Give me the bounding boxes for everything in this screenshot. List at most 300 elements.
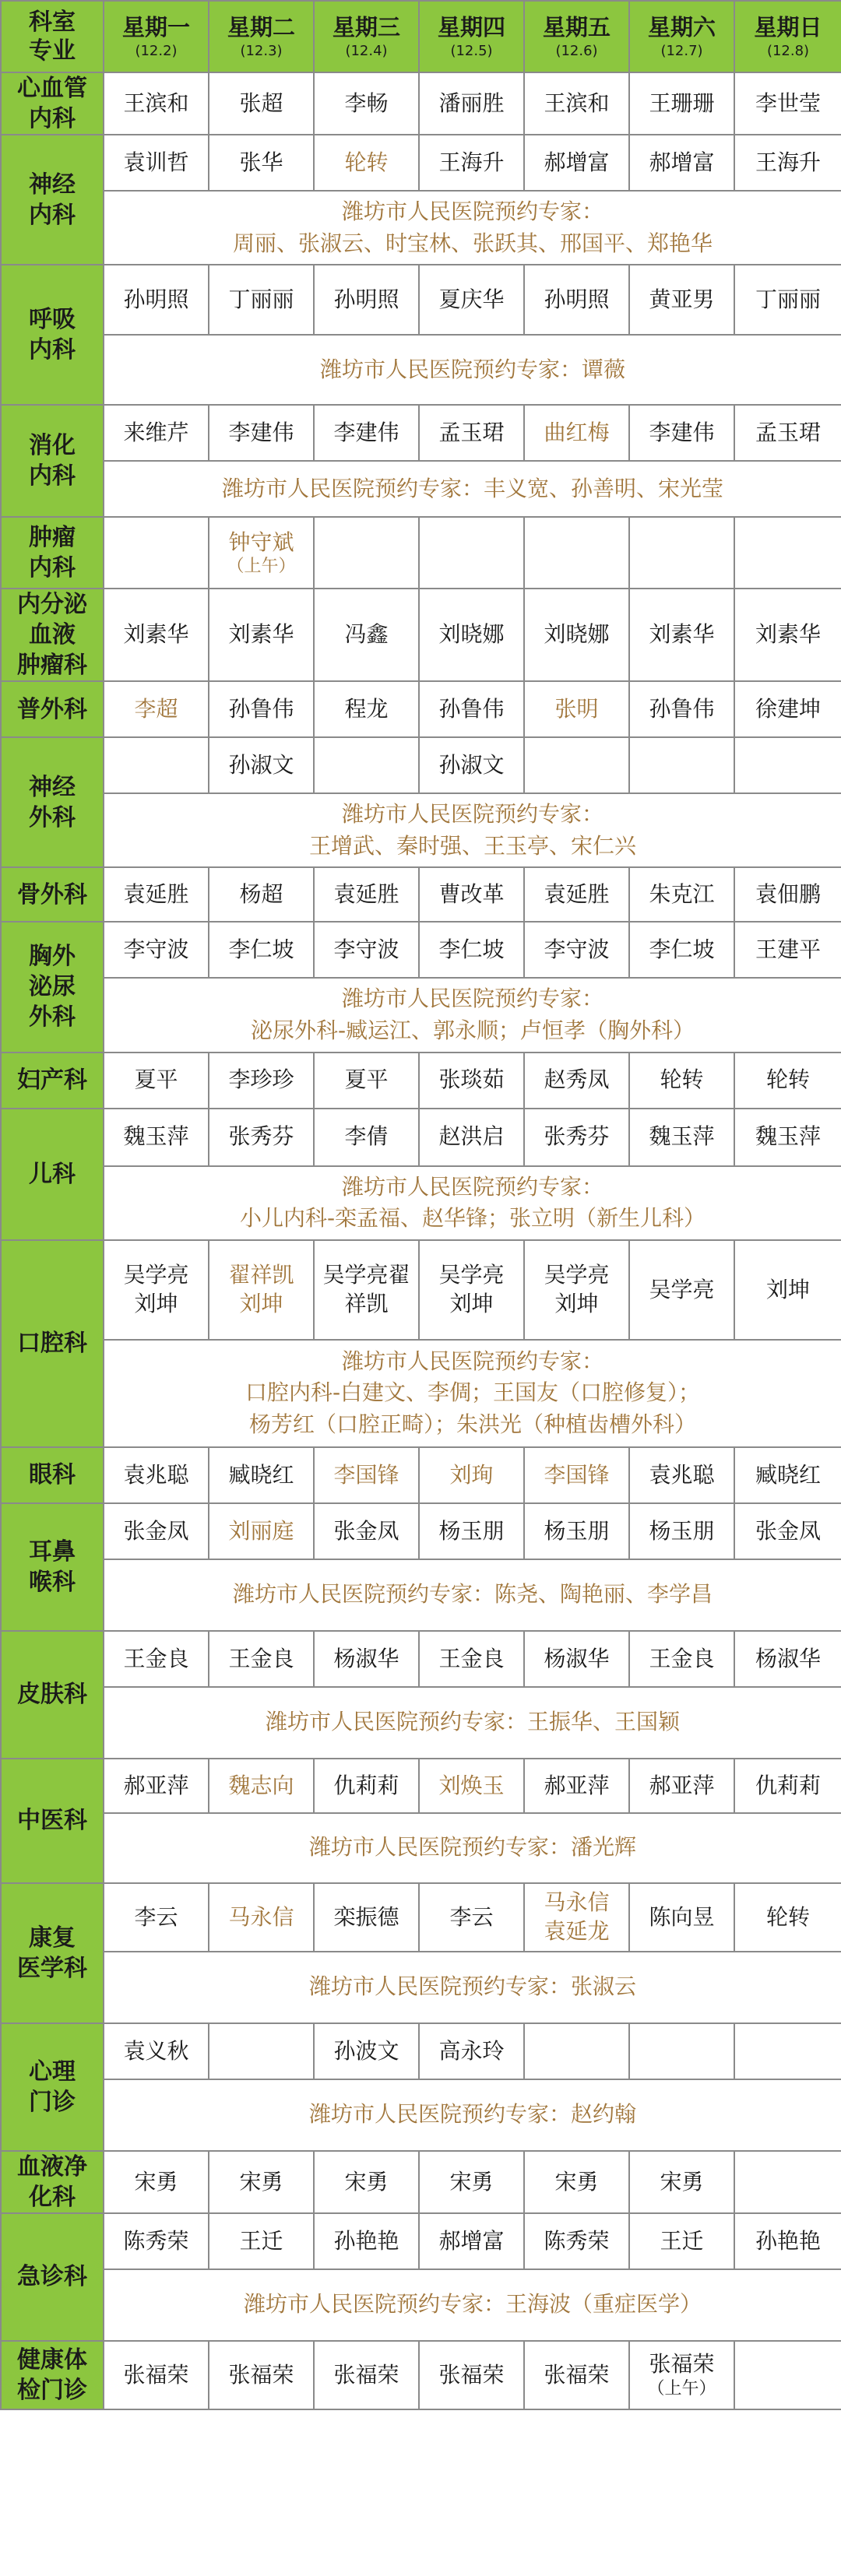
doctor-name: 袁训哲 [123,149,189,175]
doctor-cell [314,867,419,922]
doctor-name: 孙淑文 [438,751,505,778]
doctor-cell [314,589,419,681]
doctor-name: 李珍珍 [228,1067,294,1093]
schedule-row [1,405,841,461]
doctor-cell [104,2213,209,2269]
doctor-name: 王金良 [123,1645,189,1671]
doctor-cell [209,1503,314,1559]
doctor-cell [524,681,629,737]
doctor-cell [314,737,419,793]
day-label: 星期六 [647,14,716,41]
doctor-cell [524,72,629,135]
doctor-cell [629,135,734,191]
doctor-cell [209,1631,314,1687]
doctor-cell [524,135,629,191]
doctor-name: 孙淑文 [228,751,294,778]
doctor-name: 张金凤 [123,1517,189,1544]
doctor-name: 轮转 [765,1903,810,1930]
doctor-name: 张福荣 [438,2361,505,2388]
doctor-name: 刘丽庭 [228,1517,294,1544]
doctor-name: 李超 [134,695,178,722]
expert-appointment-note: 潍坊市人民医院预约专家： 王增武、秦时强、王玉亭、宋仁兴 [104,793,841,867]
day-date: (12.2) [135,43,178,60]
doctor-cell [629,2341,734,2409]
doctor-name: 李云 [449,1903,494,1930]
doctor-name: 刘素华 [755,621,821,648]
doctor-cell [419,1447,524,1503]
day-date: (12.5) [450,43,493,60]
doctor-name: 刘坤 [765,1276,810,1302]
doctor-cell [104,1631,209,1687]
doctor-cell [734,135,841,191]
doctor-cell [419,135,524,191]
doctor-cell [104,1883,209,1952]
expert-row [1,1952,841,2023]
doctor-name: 王金良 [438,1645,505,1671]
doctor-name: 魏玉萍 [649,1123,715,1150]
doctor-name: 刘珣 [449,1461,494,1488]
doctor-name: 张超 [239,90,283,116]
department-name: 康复 医学科 [1,1883,104,2023]
doctor-name: 李建伟 [333,419,399,445]
doctor-cell [209,405,314,461]
day-header [524,1,629,72]
expert-row [1,335,841,405]
doctor-name: 马永信 袁延龙 [544,1889,610,1944]
doctor-cell [419,265,524,335]
department-name: 内分泌 血液 肿瘤科 [1,589,104,681]
doctor-name: 郝亚萍 [123,1772,189,1798]
doctor-name: 仇莉莉 [333,1772,399,1798]
department-name: 健康体 检门诊 [1,2341,104,2409]
doctor-cell [209,1240,314,1340]
doctor-name: 王金良 [649,1645,715,1671]
department-name: 普外科 [1,681,104,737]
department-name: 眼科 [1,1447,104,1503]
doctor-cell [104,1447,209,1503]
doctor-cell [734,1503,841,1559]
expert-appointment-note: 潍坊市人民医院预约专家： 泌尿外科-臧运江、郭永顺；卢恒孝（胸外科） [104,978,841,1052]
doctor-cell [629,1109,734,1166]
doctor-cell [314,2213,419,2269]
doctor-name: 夏庆华 [438,286,505,312]
doctor-cell [104,2151,209,2213]
doctor-name: 张金凤 [755,1517,821,1544]
doctor-cell [629,737,734,793]
doctor-cell [419,1759,524,1813]
schedule-row [1,1883,841,1952]
doctor-cell [629,1759,734,1813]
doctor-cell [629,1240,734,1340]
expert-appointment-note: 潍坊市人民医院预约专家： 口腔内科-白建文、李倜；王国友（口腔修复）； 杨芳红（口腔正畸）；朱洪光（种植齿槽外科） [104,1340,841,1447]
doctor-name: 郝增富 [438,2227,505,2254]
day-header [209,1,314,72]
doctor-name: 袁佃鹏 [755,881,821,908]
expert-appointment-note: 潍坊市人民医院预约专家：赵约翰 [104,2079,841,2151]
day-label: 星期日 [754,14,822,41]
doctor-cell [734,1240,841,1340]
doctor-cell [629,1631,734,1687]
doctor-cell [104,517,209,589]
department-name: 心血管 内科 [1,72,104,135]
doctor-name: 赵洪启 [438,1123,505,1150]
expert-row [1,1166,841,1240]
doctor-cell [104,2341,209,2409]
doctor-cell [104,72,209,135]
doctor-cell [209,2341,314,2409]
doctor-name: 郝亚萍 [649,1772,715,1798]
day-header [629,1,734,72]
doctor-cell [419,589,524,681]
doctor-name: 李守波 [123,937,189,963]
doctor-cell [734,2341,841,2409]
doctor-name: 徐建坤 [755,695,821,722]
doctor-cell [314,135,419,191]
doctor-cell [314,922,419,978]
doctor-name: 王海升 [755,149,821,175]
schedule-row [1,1053,841,1109]
doctor-cell [629,1883,734,1952]
doctor-cell [104,589,209,681]
doctor-name: 魏玉萍 [123,1123,189,1150]
doctor-name: 杨玉朋 [438,1517,505,1544]
doctor-name: 丁丽丽 [228,286,294,312]
doctor-cell [734,1109,841,1166]
expert-row [1,1687,841,1759]
doctor-cell [209,135,314,191]
schedule-row [1,1631,841,1687]
doctor-cell [629,72,734,135]
doctor-cell [524,517,629,589]
doctor-name: 黄亚男 [649,286,715,312]
schedule-row [1,681,841,737]
doctor-cell [524,1053,629,1109]
doctor-name: 吴学亮 [649,1276,715,1302]
doctor-name: 臧晓红 [755,1461,821,1488]
doctor-cell [419,1053,524,1109]
doctor-name: 赵秀凤 [544,1067,610,1093]
schedule-row [1,135,841,191]
department-name: 神经 外科 [1,737,104,867]
doctor-name: 郝增富 [544,149,610,175]
doctor-name: 吴学亮 刘坤 [438,1262,505,1316]
doctor-cell [209,681,314,737]
doctor-name: 李国锋 [333,1461,399,1488]
expert-appointment-note: 潍坊市人民医院预约专家： 周丽、张淑云、时宝林、张跃其、邢国平、郑艳华 [104,191,841,265]
doctor-name: 袁兆聪 [649,1461,715,1488]
doctor-name: 仇莉莉 [755,1772,821,1798]
doctor-cell [419,72,524,135]
doctor-name: 宋勇 [344,2168,389,2195]
doctor-name: 王滨和 [123,90,189,116]
day-label: 星期三 [332,14,400,41]
day-header [419,1,524,72]
doctor-cell [524,2023,629,2079]
doctor-cell [524,589,629,681]
doctor-cell [104,1759,209,1813]
doctor-name: 吴学亮 刘坤 [123,1262,189,1316]
doctor-cell [734,867,841,922]
doctor-cell [524,405,629,461]
department-name: 神经 内科 [1,135,104,265]
schedule-row [1,2341,841,2409]
day-header [104,1,209,72]
doctor-cell [524,2151,629,2213]
day-label: 星期二 [227,14,295,41]
doctor-cell [734,1631,841,1687]
doctor-name: 张福荣 [544,2361,610,2388]
doctor-name: 曲红梅 [544,419,610,445]
doctor-cell [524,1503,629,1559]
doctor-cell [734,2213,841,2269]
doctor-name: 张金凤 [333,1517,399,1544]
doctor-cell [314,2151,419,2213]
doctor-name: 王迁 [239,2227,283,2254]
doctor-cell [629,1503,734,1559]
schedule-row [1,1240,841,1340]
doctor-name: 夏平 [134,1067,178,1093]
doctor-name: 李仁坡 [438,937,505,963]
doctor-name: 刘晓娜 [438,621,505,648]
doctor-name: 吴学亮 刘坤 [544,1262,610,1316]
doctor-cell [209,1109,314,1166]
doctor-cell [419,2213,524,2269]
doctor-cell [209,72,314,135]
day-label: 星期五 [542,14,611,41]
doctor-cell [419,2023,524,2079]
doctor-name: 孙明照 [544,286,610,312]
doctor-cell [419,681,524,737]
doctor-name: 孟玉珺 [438,419,505,445]
doctor-name: 张秀芬 [228,1123,294,1150]
schedule-row [1,737,841,793]
doctor-name: 王迁 [660,2227,704,2254]
doctor-cell [104,922,209,978]
doctor-cell [314,405,419,461]
doctor-name: 马永信 [228,1903,294,1930]
doctor-cell [314,517,419,589]
expert-row [1,461,841,517]
doctor-cell [419,517,524,589]
doctor-cell [209,867,314,922]
doctor-cell [524,867,629,922]
doctor-cell [314,1447,419,1503]
doctor-cell [734,681,841,737]
doctor-cell [419,737,524,793]
doctor-cell [419,867,524,922]
doctor-name: 李国锋 [544,1461,610,1488]
doctor-name: 钟守斌 [228,529,294,555]
doctor-name: 潘丽胜 [438,90,505,116]
doctor-cell [524,1759,629,1813]
day-label: 星期四 [437,14,505,41]
doctor-name: 王海升 [438,149,505,175]
doctor-cell [629,867,734,922]
doctor-cell [209,1883,314,1952]
department-name: 妇产科 [1,1053,104,1109]
doctor-name: 李云 [134,1903,178,1930]
expert-row [1,793,841,867]
doctor-cell [419,405,524,461]
doctor-cell [419,1109,524,1166]
department-name: 胸外 泌尿 外科 [1,922,104,1052]
doctor-name: 夏平 [344,1067,389,1093]
doctor-cell [629,405,734,461]
doctor-name: 李仁坡 [228,937,294,963]
doctor-name: 轮转 [765,1067,810,1093]
doctor-cell [314,1759,419,1813]
expert-row [1,1813,841,1883]
doctor-cell [524,265,629,335]
doctor-cell [419,1503,524,1559]
doctor-name: 魏志向 [228,1772,294,1798]
day-date: (12.7) [660,43,703,60]
day-date: (12.3) [240,43,283,60]
doctor-name: 杨淑华 [755,1645,821,1671]
schedule-row [1,265,841,335]
doctor-cell [524,1883,629,1952]
doctor-name: 李建伟 [649,419,715,445]
doctor-cell [524,2341,629,2409]
doctor-cell [734,1447,841,1503]
doctor-cell [629,681,734,737]
doctor-cell [209,265,314,335]
doctor-cell [209,1759,314,1813]
doctor-cell [314,1109,419,1166]
doctor-cell [104,681,209,737]
schedule-row [1,922,841,978]
expert-appointment-note: 潍坊市人民医院预约专家：潘光辉 [104,1813,841,1883]
doctor-name: 刘焕玉 [438,1772,505,1798]
doctor-cell [314,681,419,737]
doctor-name: 孙鲁伟 [438,695,505,722]
doctor-name: 李建伟 [228,419,294,445]
doctor-cell [209,1447,314,1503]
doctor-cell [104,1240,209,1340]
doctor-cell [419,1883,524,1952]
doctor-cell [629,2213,734,2269]
doctor-cell [734,737,841,793]
doctor-cell [734,265,841,335]
doctor-cell [209,589,314,681]
doctor-name: 李世莹 [755,90,821,116]
doctor-name: 曹改革 [438,881,505,908]
doctor-name: 刘晓娜 [544,621,610,648]
doctor-name: 张秀芬 [544,1123,610,1150]
time-note: （上午） [647,2378,716,2399]
doctor-name: 袁延胜 [333,881,399,908]
department-name: 耳鼻 喉科 [1,1503,104,1631]
doctor-cell [104,867,209,922]
doctor-cell [209,1053,314,1109]
schedule-row [1,72,841,135]
doctor-cell [734,1053,841,1109]
corner-label: 科室 专业 [29,8,76,65]
doctor-name: 轮转 [344,149,389,175]
schedule-row [1,1447,841,1503]
doctor-cell [524,737,629,793]
schedule-row [1,2023,841,2079]
doctor-name: 刘素华 [228,621,294,648]
doctor-cell [734,2023,841,2079]
expert-row [1,2079,841,2151]
department-name: 血液净 化科 [1,2151,104,2213]
doctor-name: 杨淑华 [544,1645,610,1671]
doctor-cell [629,922,734,978]
doctor-cell [104,1053,209,1109]
doctor-cell [734,72,841,135]
doctor-name: 来维芹 [123,419,189,445]
doctor-cell [734,517,841,589]
department-name: 肿瘤 内科 [1,517,104,589]
doctor-cell [209,2023,314,2079]
doctor-name: 孟玉珺 [755,419,821,445]
doctor-name: 李倩 [344,1123,389,1150]
doctor-name: 刘素华 [649,621,715,648]
doctor-name: 孙艳艳 [333,2227,399,2254]
doctor-cell [104,1503,209,1559]
doctor-cell [524,1447,629,1503]
doctor-name: 郝亚萍 [544,1772,610,1798]
doctor-cell [419,2151,524,2213]
day-date: (12.8) [766,43,810,60]
doctor-name: 宋勇 [660,2168,704,2195]
header-row [1,1,841,72]
expert-row [1,191,841,265]
doctor-name: 宋勇 [449,2168,494,2195]
doctor-name: 陈秀荣 [544,2227,610,2254]
doctor-cell [734,405,841,461]
expert-appointment-note: 潍坊市人民医院预约专家：谭薇 [104,335,841,405]
doctor-name: 孙明照 [333,286,399,312]
doctor-name: 张福荣 [123,2361,189,2388]
schedule-row [1,1759,841,1813]
day-header [734,1,841,72]
doctor-cell [314,1883,419,1952]
doctor-name: 杨玉朋 [649,1517,715,1544]
doctor-name: 翟祥凯 刘坤 [228,1262,294,1316]
expert-appointment-note: 潍坊市人民医院预约专家： 小儿内科-栾孟福、赵华锋；张立明（新生儿科） [104,1166,841,1240]
doctor-cell [734,1883,841,1952]
doctor-name: 杨超 [239,881,283,908]
doctor-name: 李守波 [333,937,399,963]
doctor-cell [419,2341,524,2409]
doctor-cell [104,2023,209,2079]
doctor-cell [314,1631,419,1687]
doctor-cell [314,72,419,135]
doctor-name: 张琰茹 [438,1067,505,1093]
doctor-cell [629,2151,734,2213]
schedule-row [1,2213,841,2269]
doctor-name: 陈秀荣 [123,2227,189,2254]
doctor-name: 陈向昱 [649,1903,715,1930]
doctor-name: 丁丽丽 [755,286,821,312]
doctor-cell [629,1447,734,1503]
doctor-cell [524,1240,629,1340]
doctor-name: 李守波 [544,937,610,963]
doctor-name: 张福荣 [333,2361,399,2388]
doctor-name: 轮转 [660,1067,704,1093]
doctor-cell [104,135,209,191]
doctor-cell [314,1503,419,1559]
doctor-name: 杨玉朋 [544,1517,610,1544]
doctor-name: 孙鲁伟 [649,695,715,722]
doctor-name: 臧晓红 [228,1461,294,1488]
doctor-name: 王金良 [228,1645,294,1671]
doctor-cell [209,737,314,793]
expert-row [1,1559,841,1631]
doctor-cell [104,1109,209,1166]
